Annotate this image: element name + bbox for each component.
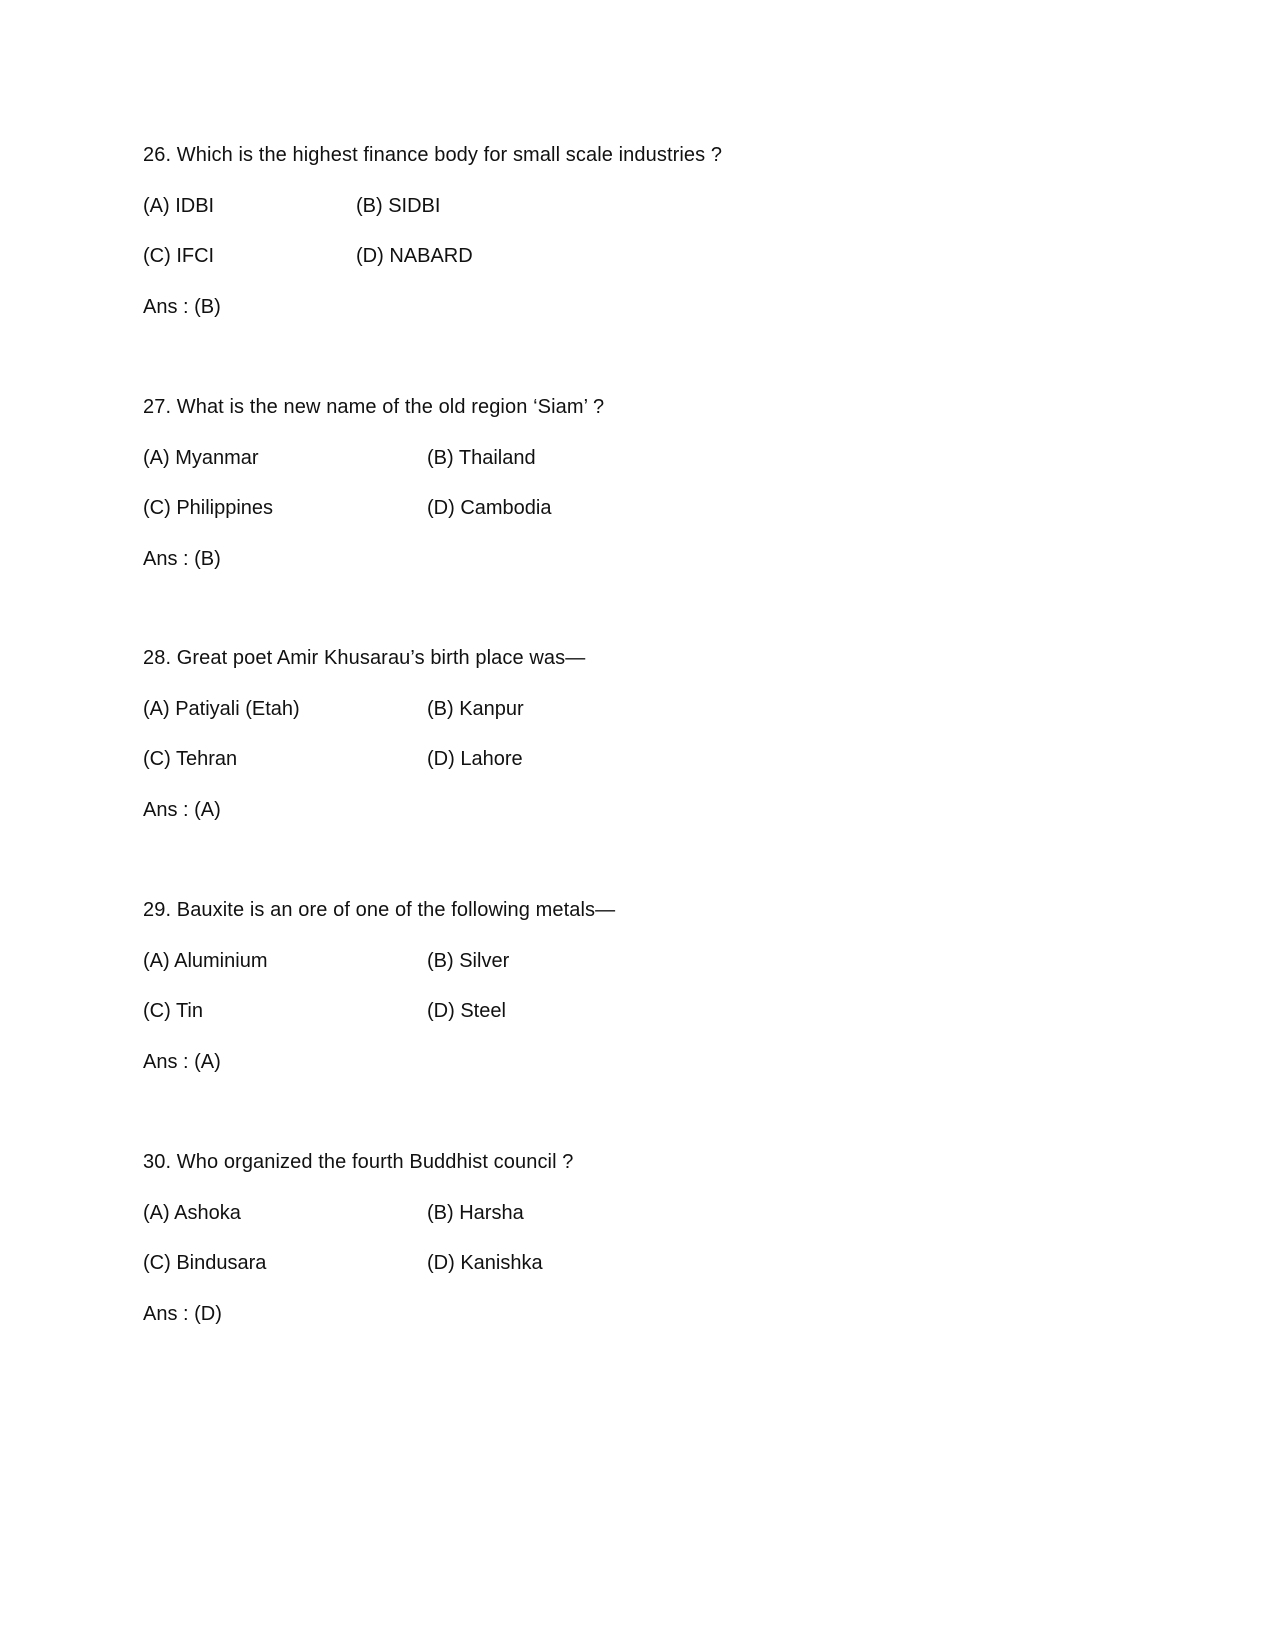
question-text: 27. What is the new name of the old region ‘Siam’ ?	[143, 396, 605, 418]
option-d: (D) Cambodia	[427, 497, 552, 519]
option-a: (A) Ashoka	[143, 1202, 241, 1224]
option-c: (C) Tin	[143, 1000, 203, 1022]
question-text: 26. Which is the highest finance body for small scale industries ?	[143, 144, 723, 166]
option-a: (A) Patiyali (Etah)	[143, 698, 300, 720]
question-text: 30. Who organized the fourth Buddhist council ?	[143, 1151, 574, 1173]
option-b: (B) SIDBI	[356, 195, 441, 217]
option-c: (C) Tehran	[143, 748, 238, 770]
option-d: (D) NABARD	[356, 245, 473, 267]
question-text: 29. Bauxite is an ore of one of the following metals—	[143, 899, 616, 921]
option-c: (C) Bindusara	[143, 1252, 267, 1274]
option-b: (B) Kanpur	[427, 698, 524, 720]
question-text: 28. Great poet Amir Khusarau’s birth place was—	[143, 647, 586, 669]
option-a: (A) IDBI	[143, 195, 215, 217]
option-b: (B) Harsha	[427, 1202, 524, 1224]
answer: Ans : (A)	[143, 1051, 221, 1073]
option-a: (A) Myanmar	[143, 447, 259, 469]
option-c: (C) IFCI	[143, 245, 215, 267]
option-d: (D) Lahore	[427, 748, 523, 770]
option-b: (B) Thailand	[427, 447, 536, 469]
option-d: (D) Kanishka	[427, 1252, 543, 1274]
answer: Ans : (B)	[143, 296, 221, 318]
option-d: (D) Steel	[427, 1000, 506, 1022]
answer: Ans : (A)	[143, 799, 221, 821]
option-b: (B) Silver	[427, 950, 510, 972]
answer: Ans : (B)	[143, 548, 221, 570]
option-a: (A) Aluminium	[143, 950, 268, 972]
option-c: (C) Philippines	[143, 497, 274, 519]
answer: Ans : (D)	[143, 1303, 222, 1325]
